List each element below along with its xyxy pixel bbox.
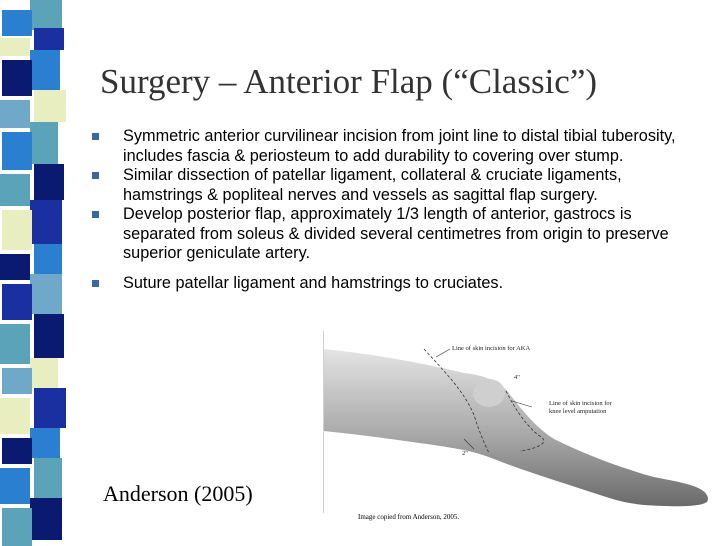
- stripe-block: [34, 314, 64, 358]
- square-bullet-icon: [92, 280, 99, 287]
- stripe-block: [2, 508, 32, 546]
- bullet-item: [92, 274, 692, 294]
- stripe-block: [34, 28, 64, 50]
- label-2in: 2": [462, 450, 468, 457]
- bullet-item: [92, 166, 692, 205]
- leg-illustration: [323, 331, 711, 513]
- stripe-block: [30, 498, 62, 540]
- stripe-block: [0, 38, 30, 56]
- bullet-text: Symmetric anterior curvilinear incision from joint line to distal tibial tuberosity, includes fascia & periosteum to add durability to covering over stump.: [123, 127, 676, 165]
- decorative-stripe: [0, 0, 64, 540]
- stripe-block: [30, 0, 62, 30]
- square-bullet-icon: [92, 133, 99, 140]
- label-4in: 4": [514, 374, 520, 381]
- stripe-block: [0, 398, 30, 434]
- square-bullet-icon: [92, 172, 99, 179]
- figure-caption: Image copied from Anderson, 2005.: [358, 513, 460, 521]
- stripe-block: [2, 10, 32, 36]
- leg-shape: [324, 349, 708, 506]
- stripe-block: [0, 100, 30, 128]
- bullet-text: Develop posterior flap, approximately 1/3 length of anterior, gastrocs is separated from soleus & divided several centimetres from origin to preserve superior geniculate artery.: [123, 205, 669, 262]
- citation: Anderson (2005): [103, 481, 253, 506]
- stripe-block: [0, 324, 30, 364]
- stripe-block: [2, 132, 32, 170]
- stripe-block: [2, 60, 32, 96]
- stripe-block: [34, 244, 62, 274]
- stripe-block: [30, 428, 60, 458]
- stripe-block: [34, 90, 66, 122]
- stripe-block: [2, 210, 32, 250]
- bullet-text: Similar dissection of patellar ligament, collateral & cruciate ligaments, hamstrings & popliteal nerves and vessels as sagittal flap surgery.: [123, 166, 622, 204]
- stripe-block: [34, 388, 66, 428]
- stripe-block: [30, 50, 60, 90]
- slide-title: Surgery – Anterior Flap (“Classic”): [100, 62, 598, 101]
- stripe-block: [34, 458, 62, 498]
- leader-line: [436, 349, 450, 357]
- kneecap: [473, 379, 505, 407]
- bullet-item: [92, 127, 692, 166]
- bullet-item: [92, 205, 692, 264]
- bullet-text: Suture patellar ligament and hamstrings to cruciates.: [123, 273, 504, 292]
- bullet-list: [92, 127, 692, 293]
- stripe-block: [30, 122, 58, 164]
- stripe-block: [30, 200, 62, 244]
- label-knee-level: Line of skin incision for knee level amputation: [549, 400, 612, 415]
- stripe-block: [0, 468, 30, 504]
- stripe-block: [0, 174, 30, 206]
- label-aka: Line of skin incision for AKA: [452, 345, 531, 352]
- stripe-block: [30, 358, 58, 388]
- stripe-block: [0, 254, 30, 280]
- stripe-block: [2, 368, 32, 394]
- stripe-block: [2, 438, 32, 464]
- stripe-block: [34, 164, 64, 200]
- stripe-block: [30, 274, 62, 314]
- stripe-block: [2, 284, 32, 320]
- square-bullet-icon: [92, 211, 99, 218]
